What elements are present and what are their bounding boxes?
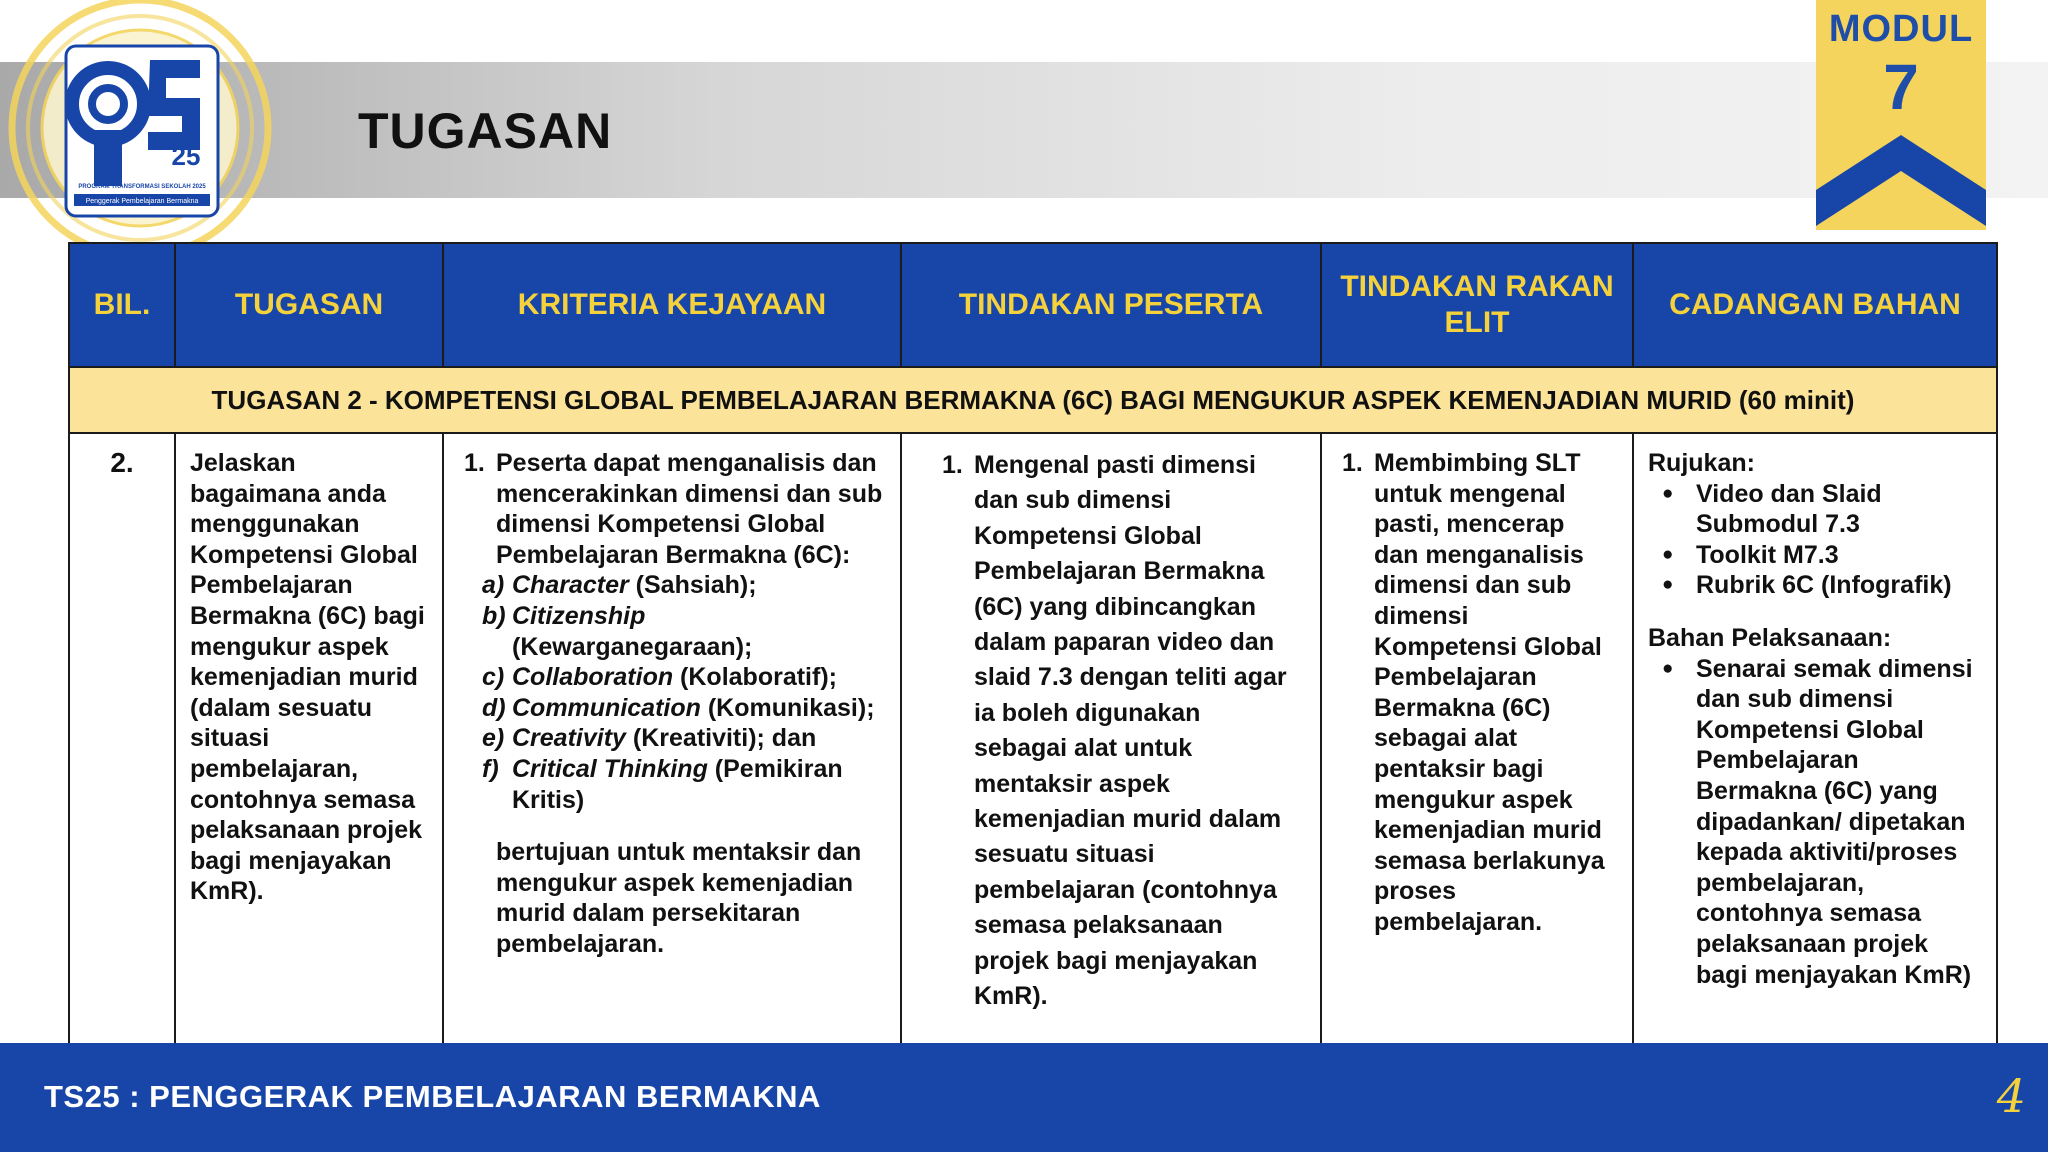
section-row — [69, 367, 1997, 433]
rujukan-list — [1648, 479, 1982, 601]
term-text: Citizenship — [512, 601, 646, 630]
list-item — [464, 570, 886, 601]
kriteria-sublist — [464, 570, 886, 815]
list-marker: a) — [482, 571, 505, 600]
list-marker: d) — [482, 693, 506, 722]
list-item: ● Rubrik 6C (Infografik) — [1648, 570, 1982, 601]
rakan-elit-text: Membimbing SLT untuk mengenal pasti, mencerap dan menganalisis dimensi dan sub dimensi Kompetensi Global Pembelajaran Bermakna (6C) sebagai alat pentaksir bagi mengukur aspek kemenjadian murid semasa berlakunya proses pembelajaran. — [1374, 449, 1605, 936]
term-translation: (Sahsiah); — [628, 571, 757, 600]
table-header-row — [69, 243, 1997, 367]
list-item: ● Video dan Slaid Submodul 7.3 — [1648, 479, 1982, 540]
page-title: TUGASAN — [358, 103, 613, 159]
list-marker: e) — [482, 724, 505, 753]
list-item: ● Toolkit M7.3 — [1648, 540, 1982, 571]
ts25-logo — [0, 0, 290, 270]
rujukan-label: Rujukan: — [1648, 449, 1755, 477]
page-number: 4 — [1996, 1069, 2026, 1123]
modul-number: 7 — [1883, 51, 1919, 123]
footer-text: TS25 : PENGGERAK PEMBELAJARAN BERMAKNA — [44, 1079, 821, 1114]
cell-bil: 2. — [69, 433, 175, 1049]
kriteria-intro: Peserta dapat menganalisis dan mencerakinkan dimensi dan sub dimensi Kompetensi Global Pembelajaran Bermakna (6C): — [496, 449, 883, 569]
list-item — [464, 448, 886, 960]
logo-number: 25 — [171, 141, 201, 171]
cell-kriteria — [443, 433, 901, 1049]
modul-label: MODUL — [1828, 8, 1974, 50]
list-marker: c) — [482, 663, 505, 692]
peserta-text: Mengenal pasti dimensi dan sub dimensi Kompetensi Global Pembelajaran Bermakna (6C) yang dibincangkan dalam paparan video dan slaid 7.3 dengan teliti agar ia boleh digunakan sebagai alat untuk mentaksir aspek kemenjadian murid dalam sesuatu situasi pembelajaran (contohnya semasa pelaksanaan projek bagi menjayakan KmR). — [974, 451, 1287, 1011]
cell-cadangan — [1633, 433, 1997, 1049]
bahan-label: Bahan Pelaksanaan: — [1648, 623, 1892, 652]
cell-peserta — [901, 433, 1321, 1049]
term-text: Character — [512, 571, 629, 600]
list-marker: b) — [482, 601, 506, 630]
list-number: 1. — [942, 451, 963, 479]
table-row — [69, 433, 1997, 1049]
header-tugasan: TUGASAN — [175, 243, 443, 367]
list-item: ● Senarai semak dimensi dan sub dimensi Kompetensi Global Pembelajaran Bermakna (6C) yang dipadankan/ dipetakan kepada aktiviti/proses pembelajaran, contohnya semasa pelaksanaan projek bagi menjayakan KmR) — [1648, 654, 1982, 991]
list-item — [464, 754, 886, 815]
term-text: Collaboration — [512, 663, 674, 692]
logo-caption-bottom: Penggerak Pembelajaran Bermakna — [85, 198, 199, 205]
list-marker: f) — [482, 754, 499, 783]
peserta-list — [942, 448, 1300, 1015]
footer — [0, 1043, 2048, 1152]
list-number: 1. — [1342, 449, 1363, 477]
term-text: Critical Thinking — [512, 754, 708, 783]
list-item — [464, 601, 886, 662]
header-rakan-elit: TINDAKAN RAKAN ELIT — [1321, 243, 1633, 367]
list-item — [464, 662, 886, 693]
list-item — [464, 723, 886, 754]
term-text: Creativity — [512, 724, 626, 753]
logo-caption-top: PROGRAM TRANSFORMASI SEKOLAH 2025 — [78, 184, 206, 190]
list-item — [942, 448, 1300, 1015]
bahan-list — [1648, 654, 1982, 991]
term-translation: (Pemikiran Kritis) — [512, 754, 843, 814]
term-translation: (Kewarganegaraan); — [512, 632, 753, 661]
kriteria-list — [464, 448, 886, 960]
task-table — [68, 242, 1998, 1050]
header-bil: BIL. — [69, 243, 175, 367]
list-number: 1. — [464, 449, 485, 477]
term-text: Communication — [512, 693, 701, 722]
list-item — [464, 693, 886, 724]
rakan-elit-list — [1342, 448, 1612, 938]
header-kriteria: KRITERIA KEJAYAAN — [443, 243, 901, 367]
modul-tag — [1816, 0, 1986, 230]
header-cadangan: CADANGAN BAHAN — [1633, 243, 1997, 367]
section-title: TUGASAN 2 - KOMPETENSI GLOBAL PEMBELAJARAN BERMAKNA (6C) BAGI MENGUKUR ASPEK KEMENJADIAN MURID (60 minit) — [69, 367, 1997, 433]
cell-rakan-elit — [1321, 433, 1633, 1049]
kriteria-closing: bertujuan untuk mentaksir dan mengukur aspek kemenjadian murid dalam persekitaran pembelajaran. — [496, 838, 862, 958]
header-peserta: TINDAKAN PESERTA — [901, 243, 1321, 367]
term-translation: (Kreativiti); dan — [625, 724, 817, 753]
term-translation: (Kolaboratif); — [673, 663, 837, 692]
header-band — [0, 62, 2048, 198]
list-item — [1342, 448, 1612, 938]
term-translation: (Komunikasi); — [700, 693, 875, 722]
cell-tugasan: Jelaskan bagaimana anda menggunakan Kompetensi Global Pembelajaran Bermakna (6C) bagi mengukur aspek kemenjadian murid (dalam sesuatu situasi pembelajaran, contohnya semasa pelaksanaan projek bagi menjayakan KmR). — [175, 433, 443, 1049]
